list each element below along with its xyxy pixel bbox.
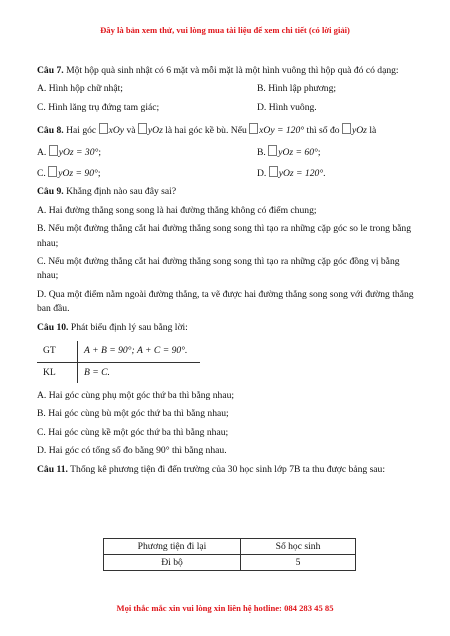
option-value: yOz = 120° <box>278 168 324 180</box>
option-c: C. Nếu một đường thẳng cắt hai đường thẳng song song thì tạo ra những cặp góc đồng vị bằng nhau; <box>37 256 400 282</box>
option-punct: ; <box>98 146 102 158</box>
option-c: C. Hình lăng trụ đứng tam giác; <box>37 101 160 113</box>
question-label: Câu 7. <box>37 65 64 76</box>
option-b: B. Hình lập phương; <box>257 83 337 95</box>
question-text: thì số đo <box>306 125 340 137</box>
exam-content <box>37 62 417 477</box>
option-letter: A. <box>37 146 47 158</box>
angle-symbol-icon <box>249 123 258 134</box>
option-punct: ; <box>97 168 101 180</box>
option-value: yOz = 30° <box>58 146 99 158</box>
option-value: yOz = 90° <box>58 168 98 180</box>
theorem-table <box>37 341 200 383</box>
option-text: D. Hai góc có tổng số đo bằng <box>37 445 154 457</box>
angle-symbol-icon <box>99 123 108 134</box>
question-text: Hai góc <box>66 125 97 137</box>
angle-symbol-icon <box>342 123 351 134</box>
option-value: yOz = 60° <box>278 146 318 158</box>
angle-name: yOz <box>147 125 163 137</box>
question-11 <box>37 463 417 477</box>
question-label: Câu 11. <box>37 463 68 475</box>
question-label: Câu 9. <box>37 186 64 198</box>
option-punct: ; <box>317 146 321 158</box>
option-value: 90° <box>156 445 170 457</box>
table-header-cell: Số học sinh <box>241 539 356 555</box>
table-header-row <box>104 539 356 555</box>
question-7 <box>37 64 417 78</box>
option-letter: C. <box>37 168 46 180</box>
option-d: D. Qua một điểm nằm ngoài đường thẳng, ta vẽ được hai đường thẳng song song với đường thẳng ban đầu. <box>37 288 414 315</box>
question-label: Câu 8. <box>37 125 64 137</box>
kl-label: KL <box>37 362 78 383</box>
option-b: B. Nếu một đường thẳng cắt hai đường thẳng song song thì tạo ra những cặp góc so le trong bằng nhau; <box>37 223 411 249</box>
question-9 <box>37 185 417 199</box>
table-cell: 5 <box>241 555 356 571</box>
question-label: Câu 10. <box>37 321 69 333</box>
kl-value: B = C. <box>84 366 110 378</box>
given-angle: xOy = 120° <box>259 125 305 137</box>
question-text: Phát biểu định lý sau bằng lời: <box>70 321 188 333</box>
question-8 <box>37 123 417 138</box>
option-letter: D. <box>257 168 267 180</box>
transport-table <box>103 538 356 571</box>
table-header-cell: Phương tiện đi lại <box>104 539 241 555</box>
gt-value: A + B = 90°; A + C = 90°. <box>78 341 201 362</box>
option-letter: B. <box>257 146 266 158</box>
option-d: D. Hình vuông. <box>257 101 317 113</box>
table-cell: Đi bộ <box>104 555 241 571</box>
question-text: Một hộp quà sinh nhật có 6 mặt và mỗi mặt là một hình vuông thì hộp quà đó có dạng: <box>66 65 399 76</box>
option-b: B. Hai góc cùng bù một góc thứ ba thì bằng nhau; <box>37 408 229 420</box>
question-text: Khẳng định nào sau đây sai? <box>66 186 177 198</box>
option-d <box>37 444 417 458</box>
table-row <box>104 555 356 571</box>
option-d <box>257 166 417 181</box>
angle-symbol-icon <box>269 166 278 177</box>
option-a: A. Hai đường thẳng song song là hai đường thẳng không có điểm chung; <box>37 204 317 216</box>
preview-notice: Đây là bản xem thử, vui lòng mua tài liệu để xem chi tiết (có lời giải) <box>100 25 350 35</box>
gt-label: GT <box>37 341 78 362</box>
angle-symbol-icon <box>49 145 58 156</box>
question-text: là <box>369 125 377 137</box>
options-row <box>37 82 417 96</box>
question-text: và <box>126 125 136 137</box>
question-text: Thống kê phương tiện đi đến trường của 30 học sinh lớp 7B ta thu được bảng sau: <box>70 463 386 475</box>
option-text: thì bằng nhau. <box>171 445 227 457</box>
option-b <box>257 145 417 160</box>
question-10 <box>37 321 417 335</box>
angle-name: xOy <box>108 125 125 137</box>
options-row <box>37 166 417 181</box>
option-a: A. Hình hộp chữ nhật; <box>37 83 123 95</box>
angle-symbol-icon <box>268 145 277 156</box>
option-c <box>37 166 257 181</box>
options-row <box>37 145 417 160</box>
options-row <box>37 101 417 115</box>
angle-symbol-icon <box>138 123 147 134</box>
option-a: A. Hai góc cùng phụ một góc thứ ba thì bằng nhau; <box>37 389 235 401</box>
option-c: C. Hai góc cùng kề một góc thứ ba thì bằng nhau; <box>37 426 229 438</box>
angle-name: yOz <box>352 125 367 137</box>
hotline-notice: Mọi thắc mắc xin vui lòng xin liên hệ hotline: 084 283 45 85 <box>116 603 334 613</box>
option-a <box>37 145 257 160</box>
question-text: là hai góc kề bù. Nếu <box>165 125 247 137</box>
angle-symbol-icon <box>48 166 57 177</box>
option-punct: . <box>323 168 326 180</box>
